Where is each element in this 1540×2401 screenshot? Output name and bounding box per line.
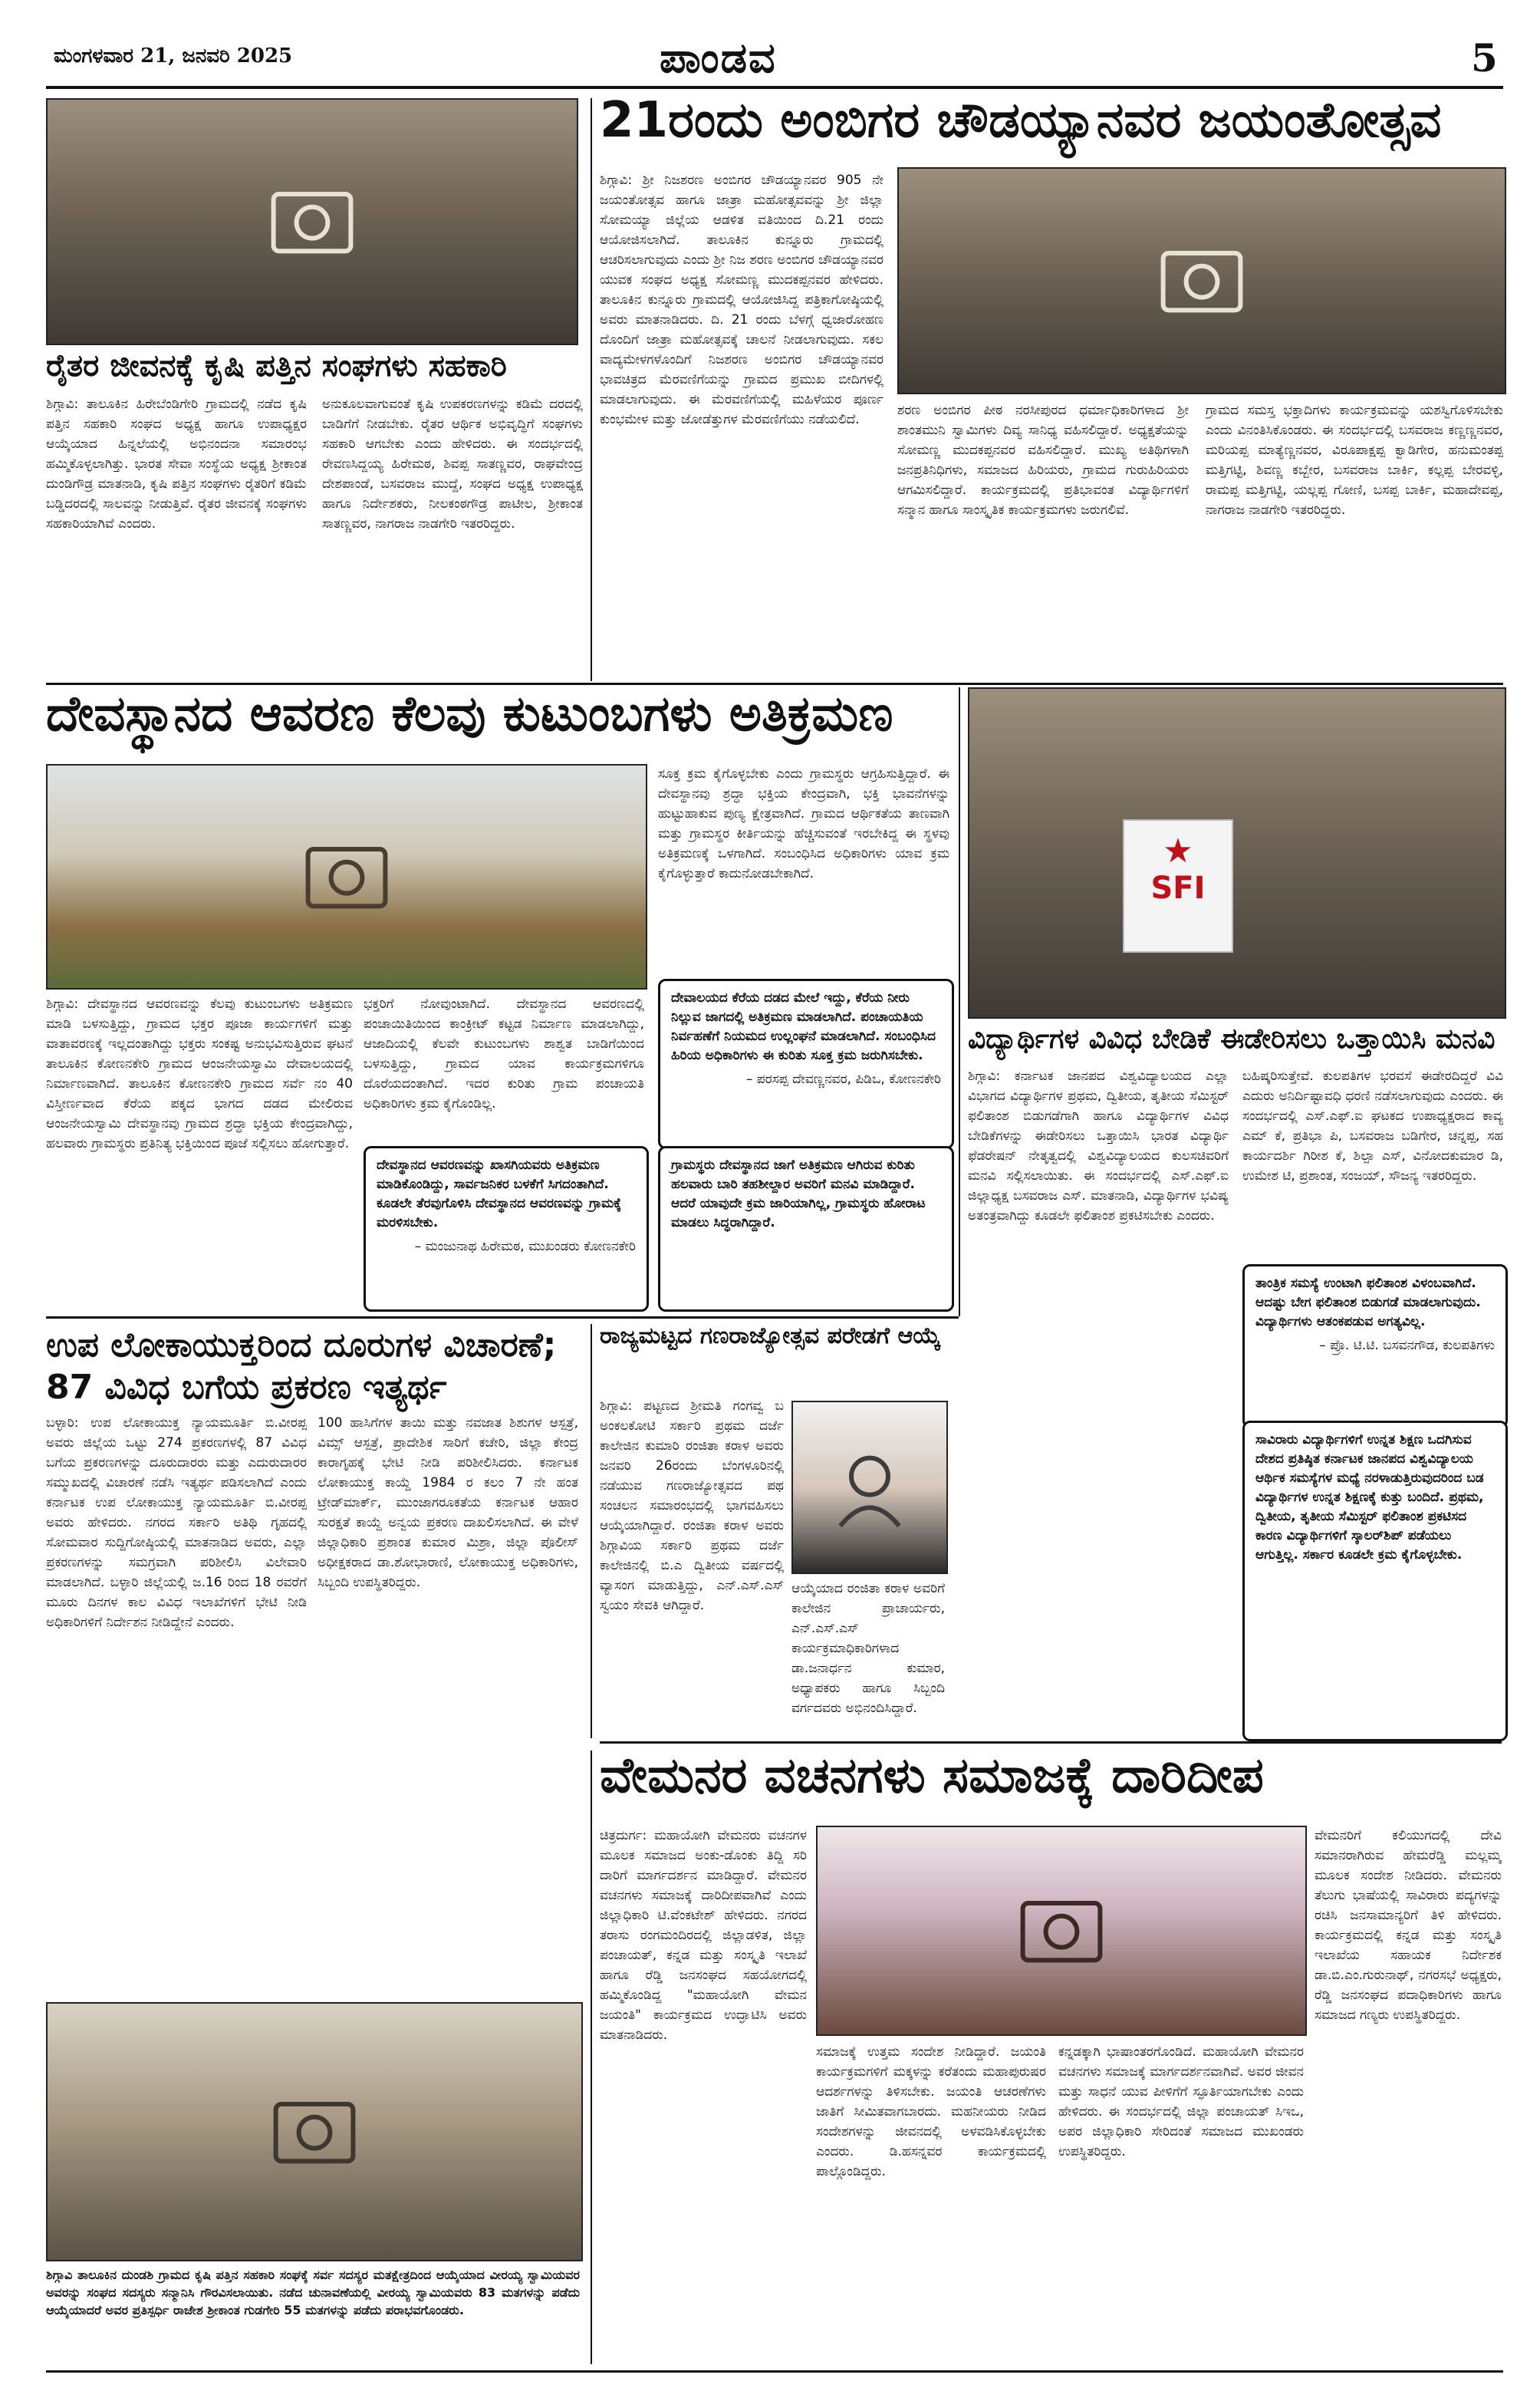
story4-quote-vc bbox=[1242, 1264, 1508, 1428]
story7-col3: ಕನ್ನಡಕ್ಕಾಗಿ ಭಾಷಾಂತರಗೊಂಡಿದೆ. ಮಹಾಯೋಗಿ ವೇಮನರ ವಚನಗಳು ಸಮಾಜಕ್ಕೆ ಮಾರ್ಗದರ್ಶನವಾಗಿವೆ. ಅವರ ಜೀವನ ಮತ್ತು ಸಾಧನೆ ಯುವ ಪೀಳಿಗೆಗೆ ಸ್ಫೂರ್ತಿಯಾಗಬೇಕು ಎಂದು ಹೇಳಿದರು. ಈ ಸಂದರ್ಭದಲ್ಲಿ ಜಿಲ್ಲಾ ಪಂಚಾಯತ್ ಸಿಇಒ, ಅಪರ ಜಿಲ್ಲಾಧಿಕಾರಿ ಸೇರಿದಂತೆ ಸಮಾಜದ ಮುಖಂಡರು ಉಪಸ್ಥಿತರಿದ್ದರು. bbox=[1058, 2044, 1304, 2159]
column-divider bbox=[959, 687, 960, 1316]
bottom-photo-caption: ಶಿಗ್ಗಾವಿ ತಾಲೂಕಿನ ದುಂಡಶಿ ಗ್ರಾಮದ ಕೃಷಿ ಪತ್ತಿನ ಸಹಕಾರಿ ಸಂಘಕ್ಕೆ ಸರ್ವ ಸದಸ್ಯರ ಮತಕ್ಷೇತ್ರದಿಂದ ಆಯ್ಕೆಯಾದ ವೀರಯ್ಯ ಸ್ವಾಮಿಯವರ ಅವರನ್ನು ಸಂಘದ ಸದಸ್ಯರು ಸನ್ಮಾನಿಸಿ ಗೌರವಿಸಲಾಯಿತು. ನಡೆದ ಚುನಾವಣೆಯಲ್ಲಿ ವೀರಯ್ಯ ಸ್ವಾಮಿಯವರು 83 ಮತಗಳನ್ನು ಪಡೆದು ಆಯ್ಕೆಯಾದರೆ ಅವರ ಪ್ರತಿಸ್ಪರ್ಧಿ ರಾಜೇಶ ಶ್ರೀಕಾಂತ ಗುಡಗೇರಿ 55 ಮತಗಳನ್ನು ಪಡೆದು ಪರಾಭವಗೊಂಡರು. bbox=[46, 2268, 580, 2317]
photo-student-portrait bbox=[791, 1401, 948, 1574]
story3-quote-leader bbox=[364, 1146, 649, 1312]
photo-cooperative-felicitation bbox=[46, 98, 578, 345]
story7-headline: ವೇಮನರ ವಚನಗಳು ಸಮಾಜಕ್ಕೆ ದಾರಿದೀಪ bbox=[600, 1747, 1264, 1804]
photo-placeholder-icon bbox=[824, 1441, 916, 1533]
column-divider bbox=[591, 1324, 592, 1738]
photo-sfi-memorandum bbox=[968, 687, 1506, 1019]
photo-placeholder-icon bbox=[1156, 235, 1248, 327]
footer-rule bbox=[46, 2370, 1503, 2373]
section-rule bbox=[46, 1316, 959, 1319]
column-divider bbox=[591, 1751, 592, 2364]
story5-col1: ಬಳ್ಳಾರಿ: ಉಪ ಲೋಕಾಯುಕ್ತ ನ್ಯಾಯಮೂರ್ತಿ ಬಿ.ವೀರಪ್ಪ ಅವರು ಜಿಲ್ಲೆಯ ಒಟ್ಟು 274 ಪ್ರಕರಣಗಳಲ್ಲಿ 87 ವಿವಿಧ ಬಗೆಯ ಪ್ರಕರಣಗಳನ್ನು ದೂರುದಾರರು ಮತ್ತು ಎದುರುದಾರರ ಸಮ್ಮುಖದಲ್ಲಿ ವಿಚಾರಣೆ ನಡೆಸಿ ಇತ್ಯರ್ಥ ಪಡಿಸಲಾಗಿದೆ ಎಂದು ಕರ್ನಾಟಕ ಉಪ ಲೋಕಾಯುಕ್ತ ನ್ಯಾಯಮೂರ್ತಿ ಬಿ.ವೀರಪ್ಪ ಅವರು ಹೇಳಿದರು. ನಗರದ ಸರ್ಕಾರಿ ಅತಿಥಿ ಗೃಹದಲ್ಲಿ ಸೋಮವಾರ ಸುದ್ದಿಗೋಷ್ಠಿಯಲ್ಲಿ ಮಾತನಾಡಿದ ಅವರು, ಎಲ್ಲಾ ಪ್ರಕರಣಗಳನ್ನು ಸಮಗ್ರವಾಗಿ ಪರಿಶೀಲಿಸಿ ವಿಲೇವಾರಿ ಮಾಡಲಾಗಿದೆ. ಬಳ್ಳಾರಿ ಜಿಲ್ಲೆಯಲ್ಲಿ ಜ.16 ರಿಂದ 18 ರವರೆಗೆ ಮೂರು ದಿನಗಳ ಕಾಲ ವಿವಿಧ ಇಲಾಖೆಗಳಿಗೆ ಭೇಟಿ ನೀಡಿ ಅಧಿಕಾರಿಗಳಿಗೆ ನಿರ್ದೇಶನ ನೀಡಿದ್ದೇನೆ ಎಂದರು. bbox=[46, 1415, 307, 1630]
photo-vemana-jayanti-stage bbox=[816, 1826, 1307, 2036]
header-rule bbox=[46, 86, 1503, 89]
story2-col2: ಅನುಕೂಲವಾಗುವಂತೆ ಕೃಷಿ ಉಪಕರಣಗಳನ್ನು ಕಡಿಮೆ ದರದಲ್ಲಿ ಬಾಡಿಗೆಗೆ ನೀಡಬೇಕು. ರೈತರ ಆರ್ಥಿಕ ಅಭಿವೃದ್ಧಿಗೆ ಸಂಘಗಳು ಸಹಕಾರಿ ಆಗಬೇಕು ಎಂದು ಹೇಳಿದರು. ಈ ಸಂದರ್ಭದಲ್ಲಿ ರೇವಣಸಿದ್ದಯ್ಯ ಹಿರೇಮಠ, ಶಿವಪ್ಪ ಸಾತಣ್ಣವರ, ರಾಘವೇಂದ್ರ ದೇಶಪಾಂಡೆ, ಬಸವರಾಜ ಮುದ್ದೆ, ಸಂಘದ ಅಧ್ಯಕ್ಷ ಉಪಾಧ್ಯಕ್ಷ ಹಾಗೂ ನಿರ್ದೇಶಕರು, ನೀಲಕಂಠಗೌಡ್ರ ಪಾಟೀಲ, ಶ್ರೀಕಾಂತ ಸಾತಣ್ಣವರ, ನಾಗರಾಜ ನಾಡಗೇರಿ ಇತರರಿದ್ದರು. bbox=[322, 397, 583, 532]
quote-signature: – ಪರಸಪ್ಪ ದೇವಣ್ಣನವರ, ಪಿಡಿಒ, ಕೋಣನಕೇರಿ bbox=[745, 1072, 941, 1087]
story5-col2: 100 ಹಾಸಿಗೆಗಳ ತಾಯಿ ಮತ್ತು ನವಜಾತ ಶಿಶುಗಳ ಆಸ್ಪತ್ರೆ, ವಿಮ್ಸ್ ಆಸ್ಪತ್ರೆ, ಪ್ರಾದೇಶಿಕ ಸಾರಿಗೆ ಕಚೇರಿ, ಜಿಲ್ಲಾ ಕೇಂದ್ರ ಕಾರಾಗೃಹಕ್ಕೆ ಭೇಟಿ ನೀಡಿ ಪರಿಶೀಲಿಸಿದರು. ಕರ್ನಾಟಕ ಲೋಕಾಯುಕ್ತ ಕಾಯ್ದೆ 1984 ರ ಕಲಂ 7 ನೇ ಹಂತ ಟ್ರೇಡ್‌ಮಾರ್ಕ್‌, ಮುಂಜಾಗರೂಕತೆಯ ಕರ್ನಾಟಕ ಆಹಾರ ಸುರಕ್ಷತೆ ಕಾಯ್ದೆ ಅನ್ವಯ ಪ್ರಕರಣ ದಾಖಲಿಸಲಾಗಿದೆ. ಈ ವೇಳೆ ಜಿಲ್ಲಾಧಿಕಾರಿ ಪ್ರಶಾಂತ ಕುಮಾರ ಮಿಶ್ರಾ, ಜಿಲ್ಲಾ ಪೊಲೀಸ್ ಅಧೀಕ್ಷಕರಾದ ಡಾ.ಶೋಭಾರಾಣಿ, ಲೋಕಾಯುಕ್ತ ಅಧಿಕಾರಿಗಳು, ಸಿಬ್ಬಂದಿ ಉಪಸ್ಥಿತರಿದ್ದರು. bbox=[318, 1415, 578, 1590]
story3-headline: ದೇವಸ್ಥಾನದ ಆವರಣ ಕೆಲವು ಕುಟುಂಬಗಳು ಅತಿಕ್ರಮಣ bbox=[46, 686, 893, 743]
section-rule bbox=[600, 1741, 1502, 1744]
flag-text: SFI bbox=[1150, 871, 1206, 906]
quote-signature: – ಮಂಜುನಾಥ ಹಿರೇಮಠ, ಮುಖಂಡರು ಕೋಣನಕೇರಿ bbox=[414, 1239, 636, 1254]
photo-placeholder-icon bbox=[268, 2086, 360, 2178]
column-divider bbox=[591, 98, 592, 681]
issue-date: ಮಂಗಳವಾರ 21, ಜನವರಿ 2025 bbox=[54, 44, 293, 68]
story7-col2: ಸಮಾಜಕ್ಕೆ ಉತ್ತಮ ಸಂದೇಶ ನೀಡಿದ್ದಾರೆ. ಜಯಂತಿ ಕಾರ್ಯಕ್ರಮಗಳಿಗೆ ಮಕ್ಕಳನ್ನು ಕರೆತಂದು ಮಹಾಪುರುಷರ ಆದರ್ಶಗಳನ್ನು ತಿಳಿಸಬೇಕು. ಜಯಂತಿ ಆಚರಣೆಗಳು ಜಾತಿಗೆ ಸೀಮಿತವಾಗಬಾರದು. ಮಹನೀಯರು ನೀಡಿದ ಸಂದೇಶಗಳನ್ನು ಜೀವನದಲ್ಲಿ ಅಳವಡಿಸಿಕೊಳ್ಳಬೇಕು ಎಂದರು. ಡಿ.ಹಸನ್ನವರ ಕಾರ್ಯಕ್ರಮದಲ್ಲಿ ಪಾಲ್ಗೊಂಡಿದ್ದರು. bbox=[816, 2044, 1046, 2179]
story7-col4: ವೇಮನರಿಗೆ ಕಲಿಯುಗದಲ್ಲಿ ದೇವಿ ಸಮಾನರಾಗಿರುವ ಹೇಮರೆಡ್ಡಿ ಮಲ್ಲಮ್ಮ ಮೂಲಕ ಸಂದೇಶ ನೀಡಿದರು. ವೇಮನರು ತೆಲುಗು ಭಾಷೆಯಲ್ಲಿ ಸಾವಿರಾರು ಪದ್ಯಗಳನ್ನು ರಚಿಸಿ ಜನಸಾಮಾನ್ಯರಿಗೆ ತಿಳಿ ಹೇಳಿದರು. ಕಾರ್ಯಕ್ರಮದಲ್ಲಿ ಕನ್ನಡ ಮತ್ತು ಸಂಸ್ಕೃತಿ ಇಲಾಖೆಯ ಸಹಾಯಕ ನಿರ್ದೇಶಕ ಡಾ.ಬಿ.ಎಂ.ಗುರುನಾಥ್, ನಗರಸಭೆ ಅಧ್ಯಕ್ಷರು, ರೆಡ್ಡಿ ಜನಸಂಘದ ಪದಾಧಿಕಾರಿಗಳು ಹಾಗೂ ಸಮಾಜದ ಗಣ್ಯರು ಉಪಸ್ಥಿತರಿದ್ದರು. bbox=[1315, 1828, 1502, 2023]
quote-text: ದೇವಾಲಯದ ಕೆರೆಯ ದಡದ ಮೇಲೆ ಇದ್ದು, ಕೆರೆಯ ನೀರು ನಿಲ್ಲುವ ಜಾಗದಲ್ಲಿ ಅತಿಕ್ರಮಣ ಮಾಡಲಾಗಿದೆ. ಪಂಚಾಯತಿಯ ನಿರ್ವಹಣೆಗೆ ನಿಯಮದ ಉಲ್ಲಂಘನೆ ಮಾಡಲಾಗಿದೆ. ಸಂಬಂಧಿಸಿದ ಹಿರಿಯ ಅಧಿಕಾರಿಗಳು ಈ ಕುರಿತು ಸೂಕ್ತ ಕ್ರಮ ಜರುಗಿಸಬೇಕು. bbox=[671, 990, 936, 1063]
page-number: 5 bbox=[1471, 35, 1498, 81]
story4-highlight-box: ಸಾವಿರಾರು ವಿದ್ಯಾರ್ಥಿಗಳಿಗೆ ಉನ್ನತ ಶಿಕ್ಷಣ ಒದಗಿಸುವ ದೇಶದ ಪ್ರತಿಷ್ಠಿತ ಕರ್ನಾಟಕ ಜಾನಪದ ವಿಶ್ವವಿದ್ಯಾಲಯ ಆರ್ಥಿಕ ಸಮಸ್ಯೆಗಳ ಮಧ್ಯೆ ನರಳಾಡುತ್ತಿರುವುದರಿಂದ ಬಡ ವಿದ್ಯಾರ್ಥಿಗಳ ಉನ್ನತ ಶಿಕ್ಷಣಕ್ಕೆ ಕುತ್ತು ಬಂದಿದೆ. ಪ್ರಥಮ, ದ್ವಿತೀಯ, ತೃತೀಯ ಸೆಮಿಸ್ಟರ್ ಫಲಿತಾಂಶ ಪ್ರಕಟಿಸದ ಕಾರಣ ವಿದ್ಯಾರ್ಥಿಗಳಿಗೆ ಸ್ಕಾಲರ್‌ಶಿಪ್ ಪಡೆಯಲು ಆಗುತ್ತಿಲ್ಲ. ಸರ್ಕಾರ ಕೂಡಲೇ ಕ್ರಮ ಕೈಗೊಳ್ಳಬೇಕು. bbox=[1242, 1421, 1508, 1741]
story3-col2: ಭಕ್ತರಿಗೆ ನೋವುಂಟಾಗಿದೆ. ದೇವಸ್ಥಾನದ ಆವರಣದಲ್ಲಿ ಪಂಚಾಯಿತಿಯಿಂದ ಕಾಂಕ್ರೀಟ್ ಕಟ್ಟಡ ನಿರ್ಮಾಣ ಮಾಡಲಾಗಿದ್ದು, ಆಜಾದಿಯಲ್ಲಿ ಕೆಲವೇ ಕುಟುಂಬಗಳು ಶಾಶ್ವತ ಬಾಡಿಗೆಯಿಂದ ಬಳಸುತ್ತಿದ್ದು, ಗ್ರಾಮದ ಯಾವ ಕಾರ್ಯಕ್ರಮಗಳಿಗೂ ದೊರೆಯದಂತಾಗಿದೆ. ಇದರ ಕುರಿತು ಗ್ರಾಮ ಪಂಚಾಯತಿ ಅಧಿಕಾರಿಗಳು ಕ್ರಮ ಕೈಗೊಂಡಿಲ್ಲ. bbox=[364, 996, 644, 1112]
story1-col1: ಶಿಗ್ಗಾವಿ: ಶ್ರೀ ನಿಜಶರಣ ಅಂಬಿಗರ ಚೌಡಯ್ಯಾನವರ 905 ನೇ ಜಯಂತೋತ್ಸವ ಹಾಗೂ ಜಾತ್ರಾ ಮಹೋತ್ಸವವನ್ನು ಶ್ರೀ ಜಿಲ್ಲಾ ಸೋಮಯ್ಯಾ ಜಿಲ್ಲೆಯ ಆಡಳಿತ ವತಿಯಿಂದ ದಿ.21 ರಂದು ಆಯೋಜಿಸಲಾಗಿದೆ. ತಾಲೂಕಿನ ಕುನ್ನೂರು ಗ್ರಾಮದಲ್ಲಿ ಆಚರಿಸಲಾಗುವುದು ಎಂದು ಶ್ರೀ ನಿಜ ಶರಣ ಅಂಬಿಗರ ಚೌಡಯ್ಯಾನವರ ಯುವಕ ಸಂಘದ ಅಧ್ಯಕ್ಷ ಸೋಮಣ್ಣ ಮುದಕಪ್ಪನವರ ಹೇಳಿದರು. ತಾಲೂಕಿನ ಕುನ್ನೂರು ಗ್ರಾಮದಲ್ಲಿ ಆಯೋಜಿಸಿದ್ದ ಪತ್ರಿಕಾಗೋಷ್ಠಿಯಲ್ಲಿ ಅವರು ಮಾತನಾಡಿದರು. ದಿ. 21 ರಂದು ಬೆಳಗ್ಗೆ ಧ್ವಜಾರೋಹಣ ದೊಂದಿಗೆ ಜಾತ್ರಾ ಮಹೋತ್ಸವಕ್ಕೆ ಚಾಲನೆ ನೀಡಲಾಗುವುದು. ಸಕಲ ವಾದ್ಯಮೇಳಗಳೊಂದಿಗೆ ನಿಜಶರಣ ಅಂಬಿಗರ ಚೌಡಯ್ಯಾನವರ ಭಾವಚಿತ್ರದ ಮೆರವಣಿಗೆಯನ್ನು ಗ್ರಾಮದ ಪ್ರಮುಖ ಬೀದಿಗಳಲ್ಲಿ ಮಾಡಲಾಗುವುದು. ಈ ಮೆರವಣಿಗೆಯಲ್ಲಿ ಮಹಿಳೆಯರ ಪೂರ್ಣ ಕುಂಭಮೇಳ ಮತ್ತು ಜೋಡೆತ್ತುಗಳ ಮೆರವಣಿಗೆಯು ನಡೆಯಲಿದೆ. bbox=[600, 173, 884, 427]
story4-col1: ಶಿಗ್ಗಾವಿ: ಕರ್ನಾಟಕ ಜಾನಪದ ವಿಶ್ವವಿದ್ಯಾಲಯದ ಎಲ್ಲಾ ವಿಭಾಗದ ವಿದ್ಯಾರ್ಥಿಗಳ ಪ್ರಥಮ, ದ್ವಿತೀಯ, ತೃತೀಯ ಸೆಮಿಸ್ಟರ್ ಫಲಿತಾಂಶ ಬಿಡುಗಡೆಗಾಗಿ ಹಾಗೂ ವಿದ್ಯಾರ್ಥಿಗಳ ವಿವಿಧ ಬೇಡಿಕೆಗಳನ್ನು ಈಡೇರಿಸಲು ಒತ್ತಾಯಿಸಿ ಭಾರತ ವಿದ್ಯಾರ್ಥಿ ಫೆಡರೇಷನ್ ನೇತೃತ್ವದಲ್ಲಿ ವಿಶ್ವವಿದ್ಯಾಲಯದ ಕುಲಸಚಿವರಿಗೆ ಮನವಿ ಸಲ್ಲಿಸಲಾಯಿತು. ಈ ಸಂದರ್ಭದಲ್ಲಿ ಎಸ್.ಎಫ್.ಐ ಜಿಲ್ಲಾಧ್ಯಕ್ಷ ಬಸವರಾಜ ಎಸ್. ಮಾತನಾಡಿ, ವಿದ್ಯಾರ್ಥಿಗಳ ಭವಿಷ್ಯ ಅತಂತ್ರವಾಗಿದ್ದು ಕೂಡಲೇ ಫಲಿತಾಂಶ ಪ್ರಕಟಿಸಬೇಕು ಎಂದರು. bbox=[968, 1069, 1229, 1224]
section-rule bbox=[46, 683, 1503, 685]
story2-col1: ಶಿಗ್ಗಾವಿ: ತಾಲೂಕಿನ ಹಿರೇಬೆಂಡಿಗೇರಿ ಗ್ರಾಮದಲ್ಲಿ ನಡೆದ ಕೃಷಿ ಪತ್ತಿನ ಸಹಕಾರಿ ಸಂಘದ ಅಧ್ಯಕ್ಷ ಹಾಗೂ ಉಪಾಧ್ಯಕ್ಷರ ಆಯ್ಕೆಯಾದ ಹಿನ್ನಲೆಯಲ್ಲಿ ಅಭಿನಂದನಾ ಸಮಾರಂಭ ಹಮ್ಮಿಕೊಳ್ಳಲಾಗಿತ್ತು. ಭಾರತ ಸೇವಾ ಸಂಸ್ಥೆಯ ಅಧ್ಯಕ್ಷ ಶ್ರೀಕಾಂತ ದುಂಡಿಗೌಡ್ರ ಮಾತನಾಡಿ, ಕೃಷಿ ಪತ್ತಿನ ಸಂಘಗಳು ರೈತರಿಗೆ ಕಡಿಮೆ ಬಡ್ಡಿದರದಲ್ಲಿ ಸಾಲವನ್ನು ನೀಡುತ್ತಿವೆ. ರೈತರ ಜೀವನಕ್ಕೆ ಸಂಘಗಳು ಸಹಕಾರಿಯಾಗಿವೆ ಎಂದರು. bbox=[46, 397, 307, 532]
story3-side-text: ಸೂಕ್ತ ಕ್ರಮ ಕೈಗೊಳ್ಳಬೇಕು ಎಂದು ಗ್ರಾಮಸ್ಥರು ಆಗ್ರಹಿಸುತ್ತಿದ್ದಾರೆ. ಈ ದೇವಸ್ಥಾನವು ಶ್ರದ್ಧಾ ಭಕ್ತಿಯ ಕೇಂದ್ರವಾಗಿ, ಭಕ್ತಿ ಭಾವನೆಗಳನ್ನು ಹುಟ್ಟುಹಾಕುವ ಪುಣ್ಯ ಕ್ಷೇತ್ರವಾಗಿದೆ. ಗ್ರಾಮದ ಆರ್ಥಿಕತೆಯ ತಾಣವಾಗಿ ಮತ್ತು ಗ್ರಾಮಸ್ಥರ ಕೀರ್ತಿಯನ್ನು ಹೆಚ್ಚಿಸುವಂತೆ ಇರಬೇಕಿದ್ದ ಈ ಸ್ಥಳವು ಅತಿಕ್ರಮಣಕ್ಕೆ ಒಳಗಾಗಿದೆ. ಸಂಬಂಧಿಸಿದ ಅಧಿಕಾರಿಗಳು ಯಾವ ಕ್ರಮ ಕೈಗೊಳ್ಳುತ್ತಾರೆ ಕಾದುನೋಡಬೇಕಾಗಿದೆ. bbox=[658, 766, 949, 881]
story5-headline: ಉಪ ಲೋಕಾಯುಕ್ತರಿಂದ ದೂರುಗಳ ವಿಚಾರಣೆ; 87 ವಿವಿಧ ಬಗೆಯ ಪ್ರಕರಣ ಇತ್ಯರ್ಥ bbox=[46, 1326, 557, 1407]
story4-headline: ವಿದ್ಯಾರ್ಥಿಗಳ ವಿವಿಧ ಬೇಡಿಕೆ ಈಡೇರಿಸಲು ಒತ್ತಾಯಿಸಿ ಮನವಿ bbox=[968, 1023, 1496, 1055]
photo-temple-premises bbox=[46, 764, 647, 990]
quote-text: ದೇವಸ್ಥಾನದ ಆವರಣವನ್ನು ಖಾಸಗಿಯವರು ಅತಿಕ್ರಮಣ ಮಾಡಿಕೊಂಡಿದ್ದು, ಸಾರ್ವಜನಿಕರ ಬಳಕೆಗೆ ಸಿಗದಂತಾಗಿದೆ. ಕೂಡಲೇ ತೆರವುಗೊಳಿಸಿ ದೇವಸ್ಥಾನದ ಆವರಣವನ್ನು ಗ್ರಾಮಕ್ಕೆ ಮರಳಿಸಬೇಕು. bbox=[377, 1158, 622, 1230]
story2-headline: ರೈತರ ಜೀವನಕ್ಕೆ ಕೃಷಿ ಪತ್ತಿನ ಸಂಘಗಳು ಸಹಕಾರಿ bbox=[46, 348, 507, 384]
photo-jayanti-group bbox=[897, 167, 1506, 394]
story3-quote-pdo bbox=[658, 979, 954, 1149]
sfi-flag bbox=[1123, 819, 1233, 953]
photo-placeholder-icon bbox=[301, 831, 393, 923]
star-icon: ★ bbox=[1163, 832, 1193, 871]
story6-col2: ಆಯ್ಕೆಯಾದ ರಂಜಿತಾ ಕರಾಳ ಅವರಿಗೆ ಕಾಲೇಜಿನ ಪ್ರಾಚಾರ್ಯರು, ಎನ್.ಎಸ್.ಎಸ್ ಕಾರ್ಯಕ್ರಮಾಧಿಕಾರಿಗಳಾದ ಡಾ.ಜನಾರ್ಧನ ಕುಮಾರ, ಅಧ್ಯಾಪಕರು ಹಾಗೂ ಸಿಬ್ಬಂದಿ ವರ್ಗದವರು ಅಭಿನಂದಿಸಿದ್ದಾರೆ. bbox=[791, 1581, 945, 1716]
quote-text: ತಾಂತ್ರಿಕ ಸಮಸ್ಯೆ ಉಂಟಾಗಿ ಫಲಿತಾಂಶ ವಿಳಂಬವಾಗಿದೆ. ಆದಷ್ಟು ಬೇಗ ಫಲಿತಾಂಶ ಬಿಡುಗಡೆ ಮಾಡಲಾಗುವುದು. ವಿದ್ಯಾರ್ಥಿಗಳು ಆತಂಕಪಡುವ ಅಗತ್ಯವಿಲ್ಲ. bbox=[1255, 1276, 1481, 1329]
story3-quote-villagers bbox=[658, 1146, 954, 1312]
story1-headline: 21ರಂದು ಅಂಬಿಗರ ಚೌಡಯ್ಯಾನವರ ಜಯಂತೋತ್ಸವ bbox=[600, 92, 1442, 149]
photo-placeholder-icon bbox=[266, 176, 358, 268]
quote-text: ಗ್ರಾಮಸ್ಥರು ದೇವಸ್ಥಾನದ ಜಾಗೆ ಅತಿಕ್ರಮಣ ಆಗಿರುವ ಕುರಿತು ಹಲವಾರು ಬಾರಿ ತಹಶೀಲ್ದಾರ ಅವರಿಗೆ ಮನವಿ ಮಾಡಿದ್ದಾರೆ. ಆದರೆ ಯಾವುದೇ ಕ್ರಮ ಜಾರಿಯಾಗಿಲ್ಲ, ಗ್ರಾಮಸ್ಥರು ಹೋರಾಟ ಮಾಡಲು ಸಿದ್ಧರಾಗಿದ್ದಾರೆ. bbox=[671, 1158, 926, 1230]
story1-col2: ಶರಣ ಅಂಬಿಗರ ಪೀಠ ನರಸೀಪುರದ ಧರ್ಮಾಧಿಕಾರಿಗಳಾದ ಶ್ರೀ ಶಾಂತಮುನಿ ಸ್ವಾಮಿಗಳು ದಿವ್ಯ ಸಾನಿಧ್ಯ ವಹಿಸಲಿದ್ದಾರೆ. ಅಧ್ಯಕ್ಷತೆಯನ್ನು ಸೋಮಣ್ಣ ಮುದಕಪ್ಪನವರ ವಹಿಸಲಿದ್ದಾರೆ. ಮುಖ್ಯ ಅತಿಥಿಗಳಾಗಿ ಜನಪ್ರತಿನಿಧಿಗಳು, ಸಮಾಜದ ಹಿರಿಯರು, ಗ್ರಾಮದ ಗುರುಹಿರಿಯರು ಆಗಮಿಸಲಿದ್ದಾರೆ. ಕಾರ್ಯಕ್ರಮದಲ್ಲಿ ಪ್ರತಿಭಾವಂತ ವಿದ್ಯಾರ್ಥಿಗಳಿಗೆ ಸನ್ಮಾನ ಹಾಗೂ ಸಾಂಸ್ಕೃತಿಕ ಕಾರ್ಯಕ್ರಮಗಳು ಜರುಗಲಿವೆ. bbox=[897, 403, 1189, 518]
story7-col1: ಚಿತ್ರದುರ್ಗ: ಮಹಾಯೋಗಿ ವೇಮನರು ವಚನಗಳ ಮೂಲಕ ಸಮಾಜದ ಅಂಕು-ಡೊಂಕು ತಿದ್ದಿ ಸರಿ ದಾರಿಗೆ ಮಾರ್ಗದರ್ಶನ ಮಾಡಿದ್ದಾರೆ. ವೇಮನರ ವಚನಗಳು ಸಮಾಜಕ್ಕೆ ದಾರಿದೀಪವಾಗಿವೆ ಎಂದು ಜಿಲ್ಲಾಧಿಕಾರಿ ಟಿ.ವೆಂಕಟೇಶ್ ಹೇಳಿದರು. ನಗರದ ತರಾಸು ರಂಗಮಂದಿರದಲ್ಲಿ ಜಿಲ್ಲಾಡಳಿತ, ಜಿಲ್ಲಾ ಪಂಚಾಯತ್, ಕನ್ನಡ ಮತ್ತು ಸಂಸ್ಕೃತಿ ಇಲಾಖೆ ಹಾಗೂ ರೆಡ್ಡಿ ಜನಸಂಘದ ಸಹಯೋಗದಲ್ಲಿ ಹಮ್ಮಿಕೊಂಡಿದ್ದ "ಮಹಾಯೋಗಿ ವೇಮನ ಜಯಂತಿ" ಕಾರ್ಯಕ್ರಮದ ಉದ್ಘಾಟಿಸಿ ಅವರು ಮಾತನಾಡಿದರು. bbox=[600, 1828, 807, 2043]
quote-signature: – ಪ್ರೊ. ಟಿ.ಟಿ. ಬಸವನಗೌಡ, ಕುಲಪತಿಗಳು bbox=[1319, 1338, 1495, 1353]
story3-caption-text: ಶಿಗ್ಗಾವಿ: ದೇವಸ್ಥಾನದ ಆವರಣವನ್ನು ಕೆಲವು ಕುಟುಂಬಗಳು ಅತಿಕ್ರಮಣ ಮಾಡಿ ಬಳಸುತ್ತಿದ್ದು, ಗ್ರಾಮದ ಭಕ್ತರ ಪೂಜಾ ಕಾರ್ಯಗಳಿಗೆ ಮತ್ತು ವಾತಾವರಣಕ್ಕೆ ಇಲ್ಲದಂತಾಗಿದ್ದು ಭಕ್ತರು ಸಂಕಷ್ಟ ಅನುಭವಿಸುತ್ತಿರುವ ಘಟನೆ ತಾಲೂಕಿನ ಕೋಣನಕೇರಿ ಗ್ರಾಮದ ಆಂಜನೇಯಸ್ವಾಮಿ ದೇವಾಲಯದಲ್ಲಿ ನಿರ್ಮಾಣವಾಗಿದೆ. ತಾಲೂಕಿನ ಕೋಣನಕೇರಿ ಗ್ರಾಮದ ಸರ್ವೆ ನಂ 40 ವಿಸ್ತೀರ್ಣವಾದ ಕೆರೆಯ ಪಕ್ಕದ ಭಾಗದ ದಡದ ಮೇಲಿರುವ ಆಂಜನೇಯಸ್ವಾಮಿ ದೇವಸ್ಥಾನವು ಗ್ರಾಮದ ಶ್ರದ್ಧಾ ಭಕ್ತಿಯ ಕೇಂದ್ರವಾಗಿದ್ದು, ಹಲವಾರು ಗ್ರಾಮಸ್ಥರು ಪ್ರತಿನಿತ್ಯ ಭಕ್ತಿಯಿಂದ ಪೂಜೆ ಸಲ್ಲಿಸಲು ಹೋಗುತ್ತಾರೆ. bbox=[46, 996, 353, 1151]
photo-placeholder-icon bbox=[1015, 1885, 1107, 1977]
masthead: ಪಾಂಡವ bbox=[660, 34, 777, 82]
story1-col3: ಗ್ರಾಮದ ಸಮಸ್ತ ಭಕ್ತಾದಿಗಳು ಕಾರ್ಯಕ್ರಮವನ್ನು ಯಶಸ್ವಿಗೊಳಿಸಬೇಕು ಎಂದು ವಿನಂತಿಸಿಕೊಂಡರು. ಈ ಸಂದರ್ಭದಲ್ಲಿ ಬಸವರಾಜ ಕಣ್ಣಣ್ಣನವರ, ಮರಿಯಪ್ಪ ಮಾತ್ಯೆಣ್ಣನವರ, ವಿರೂಪಾಕ್ಷಪ್ಪ ಕ್ವಾಡಿಗೇರ, ಹನುಮಂತಪ್ಪ ಮತ್ತಿಗಟ್ಟಿ, ಶಿವಣ್ಣ ಕಬ್ಬೇರ, ಬಸವರಾಜ ಬಾರ್ಕಿ, ಕಲ್ಲಪ್ಪ ಬೇರವಳ್ಳಿ, ರಾಮಪ್ಪ ಮತ್ತಿಗಟ್ಟಿ, ಯಲ್ಲಪ್ಪ ಗೋಣಿ, ಬಸಪ್ಪ ಬಾರ್ಕಿ, ಮಹಾದೇವಪ್ಪ, ನಾಗರಾಜ ನಾಡಗೇರಿ ಇತರರಿದ್ದರು. bbox=[1206, 403, 1503, 518]
story6-headline: ರಾಜ್ಯಮಟ್ಟದ ಗಣರಾಜ್ಯೋತ್ಸವ ಪರೇಡಗೆ ಆಯ್ಕೆ bbox=[600, 1322, 941, 1349]
story4-col2: ಬಹಿಷ್ಕರಿಸುತ್ತೇವೆ. ಕುಲಪತಿಗಳ ಭರವಸೆ ಈಡೇರದಿದ್ದರೆ ವಿವಿ ಎದುರು ಅನಿರ್ದಿಷ್ಟಾವಧಿ ಧರಣಿ ನಡೆಸಲಾಗುವುದು ಎಂದರು. ಈ ಸಂದರ್ಭದಲ್ಲಿ ಎಸ್.ಎಫ್.ಐ ಘಟಕದ ಉಪಾಧ್ಯಕ್ಷರಾದ ಕಾವ್ಯ ಎಮ್ ಕೆ, ಪ್ರತಿಭಾ ಪಿ, ಬಸವರಾಜ ಬಡಿಗೇರ, ಚನ್ನಪ್ಪ, ಸಹ ಕಾರ್ಯದರ್ಶಿ ಗಿರೀಶ ಕೆ, ಶಿಲ್ಪಾ ಎಸ್, ವಿನೋದಕುಮಾರ ಡಿ, ಉಮೇಶ ಟಿ, ಪ್ರಶಾಂತ, ಸಂಜಯ್, ಸೌಜನ್ಯ ಇತರರಿದ್ದರು. bbox=[1242, 1069, 1503, 1184]
story6-col1: ಶಿಗ್ಗಾವಿ: ಪಟ್ಟಣದ ಶ್ರೀಮತಿ ಗಂಗವ್ವ ಬ ಅಂಕಲಕೋಟಿ ಸರ್ಕಾರಿ ಪ್ರಥಮ ದರ್ಜೆ ಕಾಲೇಜಿನ ಕುಮಾರಿ ರಂಜಿತಾ ಕರಾಳ ಅವರು ಜನವರಿ 26ರಂದು ಬೆಂಗಳೂರಿನಲ್ಲಿ ನಡೆಯುವ ಗಣರಾಜ್ಯೋತ್ಸವದ ಪಥ ಸಂಚಲನ ಸಮಾರಂಭದಲ್ಲಿ ಭಾಗವಹಿಸಲು ಆಯ್ಕೆಯಾಗಿದ್ದಾರೆ. ರಂಜಿತಾ ಕರಾಳ ಅವರು ಶಿಗ್ಗಾವಿಯ ಸರ್ಕಾರಿ ಪ್ರಥಮ ದರ್ಜೆ ಕಾಲೇಜಿನಲ್ಲಿ ಬಿ.ಎ ದ್ವಿತೀಯ ವರ್ಷದಲ್ಲಿ ವ್ಯಾಸಂಗ ಮಾಡುತ್ತಿದ್ದು, ಎನ್.ಎಸ್.ಎಸ್ ಸ್ವಯಂ ಸೇವಕಿ ಆಗಿದ್ದಾರೆ. bbox=[600, 1398, 784, 1613]
photo-society-felicitation bbox=[46, 2002, 583, 2261]
